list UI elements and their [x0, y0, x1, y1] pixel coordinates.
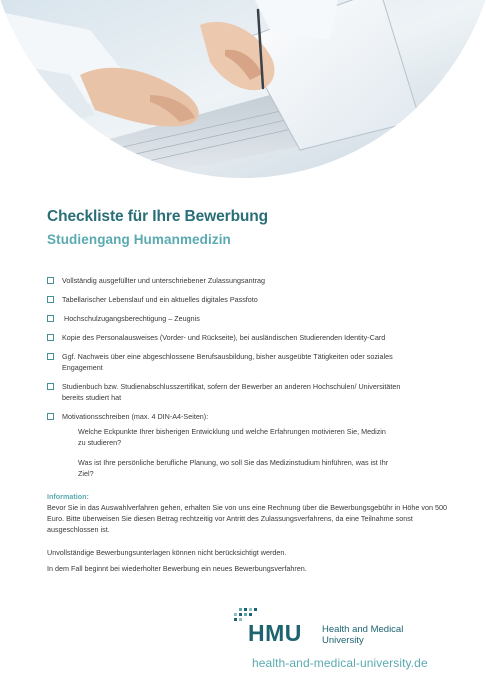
checkbox-icon [47, 296, 54, 303]
checklist-item-motivation-letter [47, 411, 447, 479]
logo-name-line2: University [322, 635, 364, 646]
checklist-item-label: Studienbuch bzw. Studienabschlusszertifikat, sofern der Bewerber an anderen Hochschulen/ Universitäten bereits studiert hat [62, 382, 401, 402]
checklist-item-label: Kopie des Personalausweises (Vorder- und Rückseite), bei ausländischen Studierenden Identity-Card [62, 333, 386, 342]
checklist-item-vocational-training [47, 351, 447, 373]
checklist-item-id-card [47, 332, 447, 343]
incomplete-documents-note: Unvollständige Bewerbungsunterlagen können nicht berücksichtigt werden. [47, 548, 287, 557]
checklist-item-entrance-qualification [47, 313, 447, 324]
logo-name-line1: Health and Medical [322, 624, 404, 635]
checklist-item-label: Vollständig ausgefüllter und unterschriebener Zulassungsantrag [62, 276, 265, 285]
logo-wordmark: HMU [248, 620, 302, 646]
information-text: Bevor Sie in das Auswahlverfahren gehen, erhalten Sie von uns eine Rechnung über die Bewerbungsgebühr in Höhe von 500 Euro. Bitte überweisen Sie diesen Betrag rechtzeitig vor Antritt des Zulassungsverfahrens, da eine Teilnahme sonst ausgeschlossen ist. [47, 503, 447, 534]
page-title: Checkliste für Ihre Bewerbung [47, 208, 269, 225]
checklist-item-label: Tabellarischer Lebenslauf und ein aktuelles digitales Passfoto [62, 295, 258, 304]
checklist-item-application-form [47, 275, 447, 286]
checkbox-icon [47, 383, 54, 390]
hero-photo-illustration [0, 0, 486, 178]
checkbox-icon [47, 277, 54, 284]
checklist-item-label: Ggf. Nachweis über eine abgeschlossene Berufsausbildung, bisher ausgeübte Tätigkeiten oder soziales Engagement [62, 352, 393, 372]
checklist-item-label: Motivationsschreiben (max. 4 DIN-A4-Seiten): [62, 412, 209, 421]
hero-photo [0, 0, 486, 178]
motivation-questions [78, 426, 447, 479]
checklist-item-cv-photo [47, 294, 447, 305]
motivation-question: Welche Eckpunkte Ihrer bisherigen Entwicklung und welche Erfahrungen motivieren Sie, Medizin zu studieren? [78, 427, 386, 447]
information-section [47, 491, 447, 535]
checklist-item-label: Hochschulzugangsberechtigung – Zeugnis [62, 314, 200, 323]
checkbox-icon [47, 413, 54, 420]
checklist-item-transcript [47, 381, 447, 403]
checkbox-icon [47, 334, 54, 341]
checkbox-icon [47, 353, 54, 360]
checkbox-icon [47, 315, 54, 322]
motivation-question: Was ist Ihre persönliche berufliche Planung, wo soll Sie das Medizinstudium hinführen, was ist Ihr Ziel? [78, 458, 389, 478]
document-checklist [47, 275, 447, 488]
page-subtitle: Studiengang Humanmedizin [47, 232, 231, 247]
information-heading: Information: [47, 492, 89, 501]
website-url: health-and-medical-university.de [252, 656, 428, 670]
hmu-logo [234, 608, 434, 650]
repeat-application-note: In dem Fall beginnt bei wiederholter Bewerbung ein neues Bewerbungsverfahren. [47, 564, 307, 573]
